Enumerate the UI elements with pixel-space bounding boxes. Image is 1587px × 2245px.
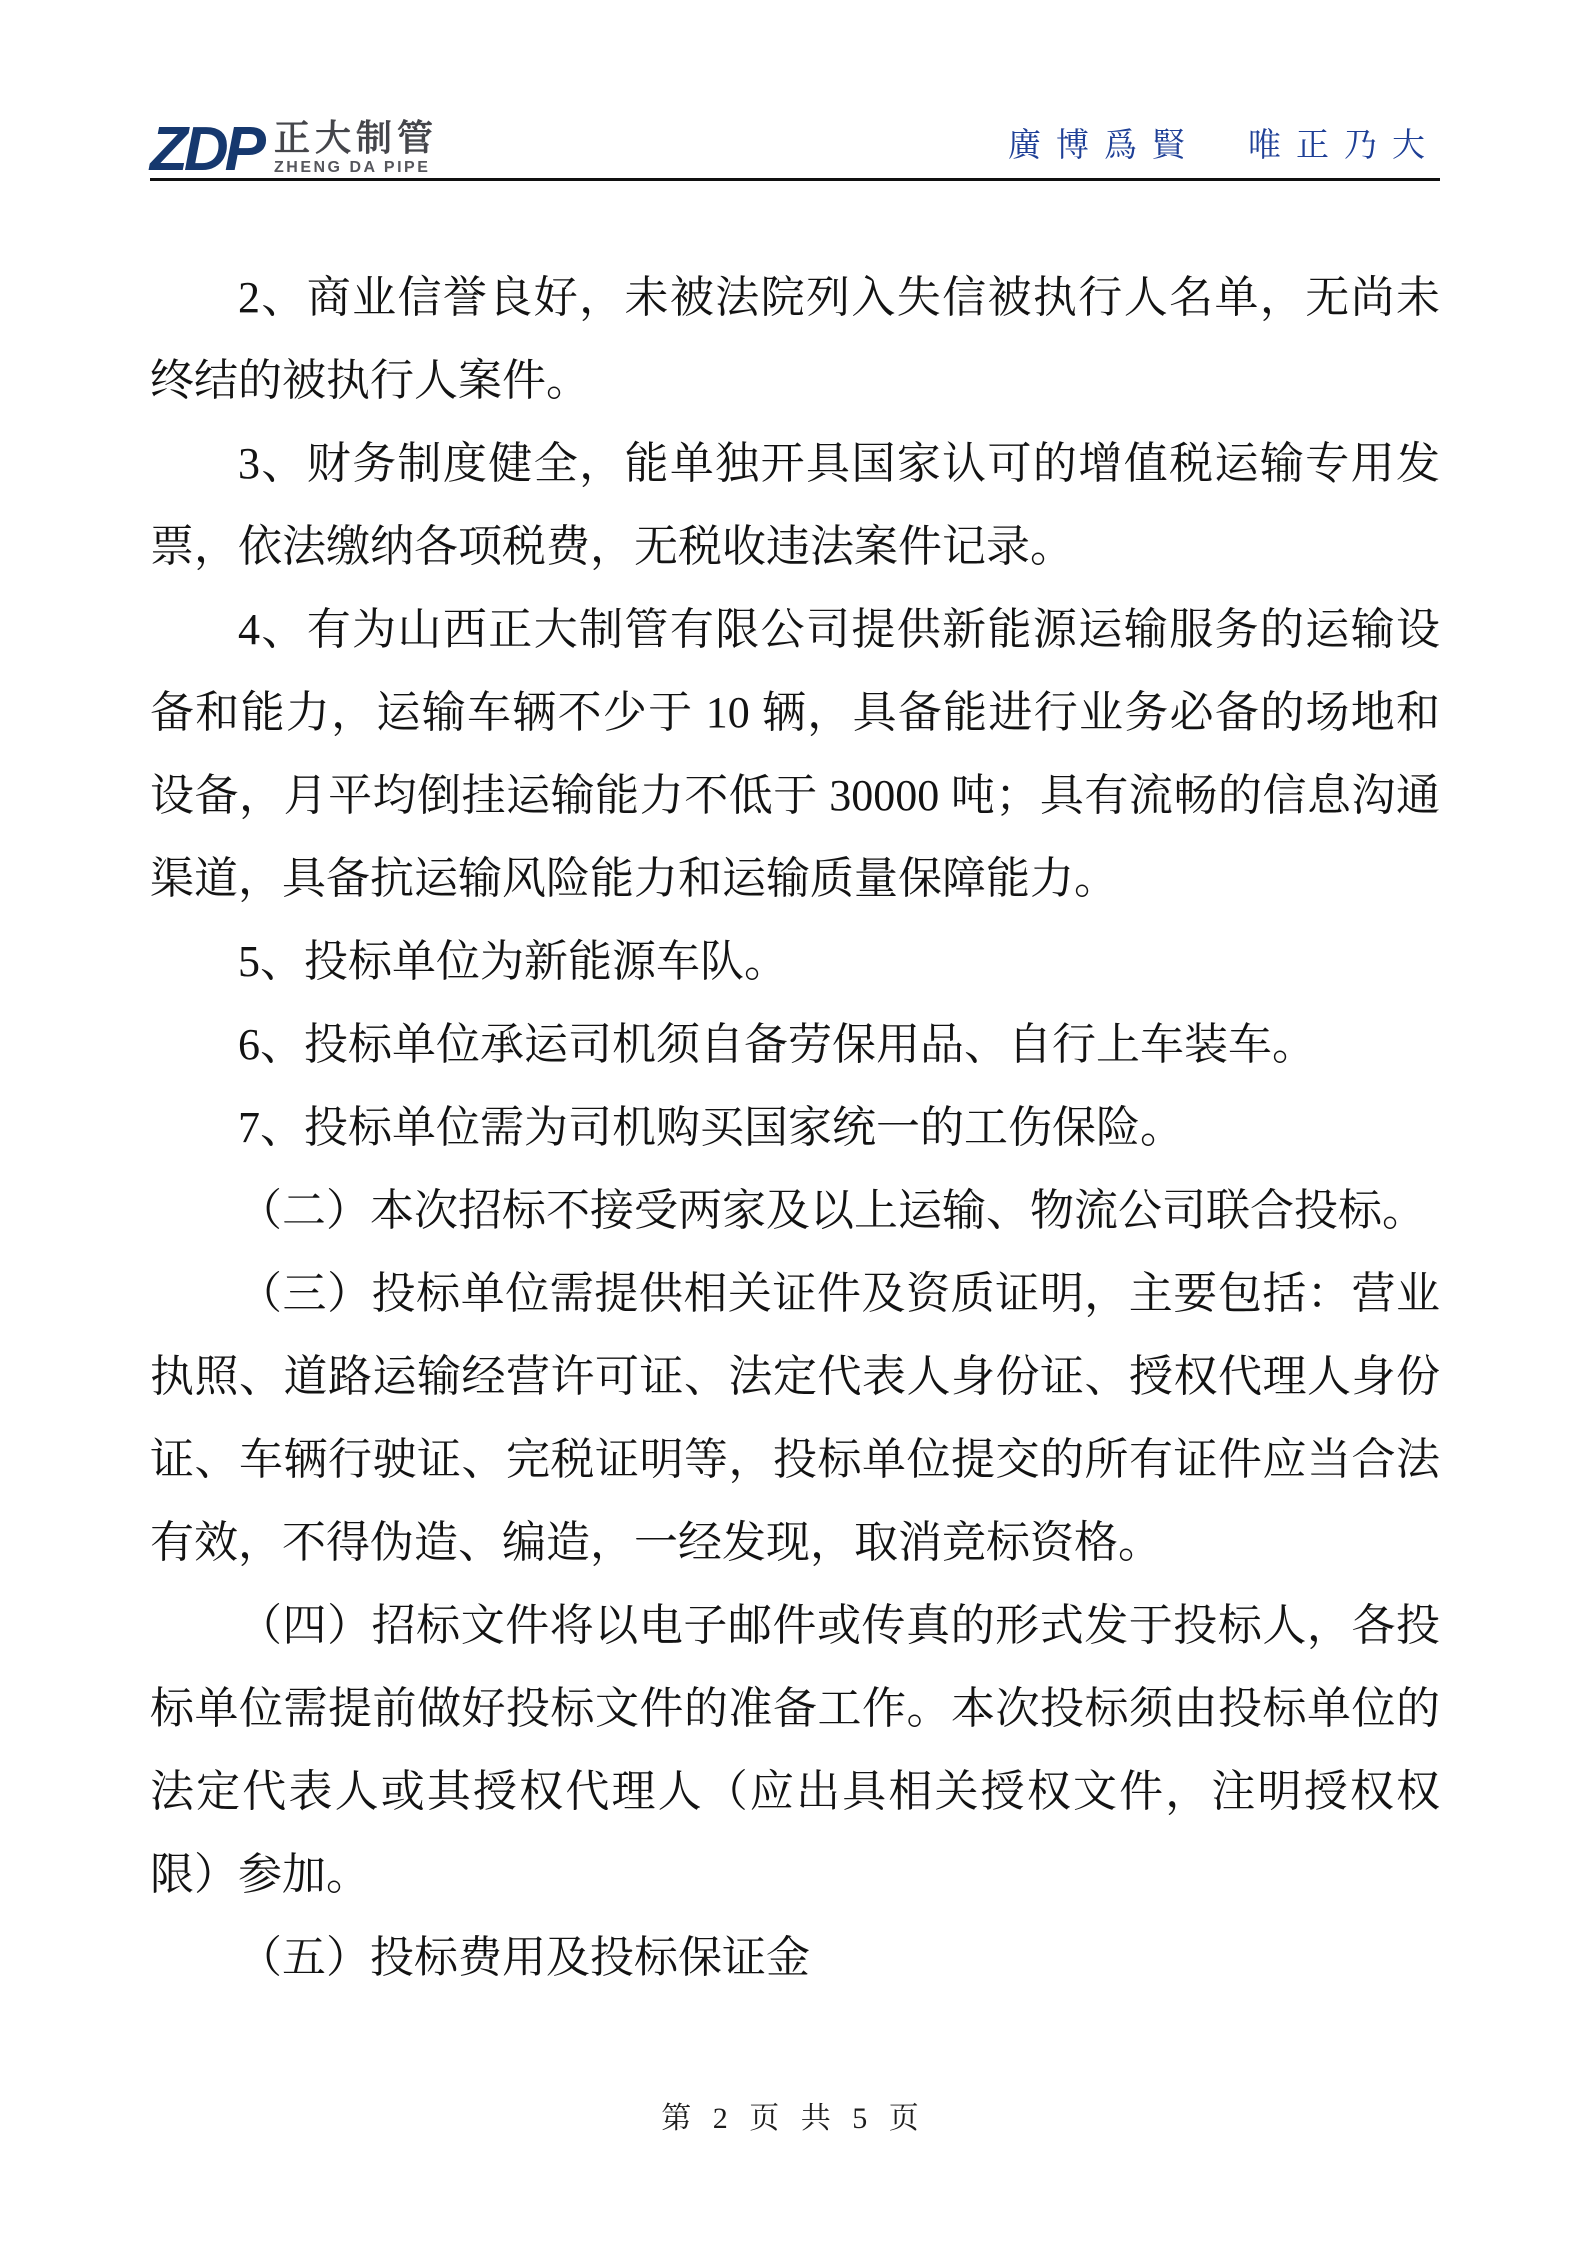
company-slogan: 廣博爲賢 唯正乃大 — [1008, 128, 1440, 164]
page-footer — [0, 2093, 1587, 2137]
logo-company-name-cn: 正大制管 — [274, 117, 439, 158]
paragraph-item-3: 3、财务制度健全，能单独开具国家认可的增值税运输专用发票，依法缴纳各项税费，无税收违法案件记录。 — [150, 439, 1440, 571]
paragraph-item-2: 2、商业信誉良好，未被法院列入失信被执行人名单，无尚未终结的被执行人案件。 — [150, 273, 1440, 405]
page-header — [150, 112, 1440, 185]
page-number-label: 第 2 页 共 5 页 — [661, 2102, 926, 2135]
company-logo — [150, 115, 439, 185]
logo-zdp-acronym: ZDP — [150, 115, 262, 185]
paragraph-section-4: （四）招标文件将以电子邮件或传真的形式发于投标人，各投标单位需提前做好投标文件的准备工作。本次投标须由投标单位的法定代表人或其授权代理人（应出具相关授权文件，注明授权权限）参加。 — [150, 1601, 1440, 1899]
logo-names — [274, 117, 439, 176]
paragraph-item-6: 6、投标单位承运司机须自备劳保用品、自行上车装车。 — [238, 1020, 1316, 1069]
paragraph-item-4: 4、有为山西正大制管有限公司提供新能源运输服务的运输设备和能力，运输车辆不少于 10 辆，具备能进行业务必备的场地和设备，月平均倒挂运输能力不低于 30000 吨；具有流畅的信息沟通渠道，具备抗运输风险能力和运输质量保障能力。 — [150, 605, 1440, 903]
paragraph-item-7: 7、投标单位需为司机购买国家统一的工伤保险。 — [238, 1103, 1184, 1152]
logo-company-name-en: ZHENG DA PIPE — [274, 159, 431, 176]
paragraph-section-2: （二）本次招标不接受两家及以上运输、物流公司联合投标。 — [238, 1186, 1426, 1235]
paragraph-item-5: 5、投标单位为新能源车队。 — [238, 937, 788, 986]
paragraph-section-5: （五）投标费用及投标保证金 — [238, 1933, 810, 1982]
document-body — [150, 256, 1440, 1999]
paragraph-section-3: （三）投标单位需提供相关证件及资质证明，主要包括：营业执照、道路运输经营许可证、法定代表人身份证、授权代理人身份证、车辆行驶证、完税证明等，投标单位提交的所有证件应当合法有效，不得伪造、编造，一经发现，取消竞标资格。 — [150, 1269, 1440, 1567]
